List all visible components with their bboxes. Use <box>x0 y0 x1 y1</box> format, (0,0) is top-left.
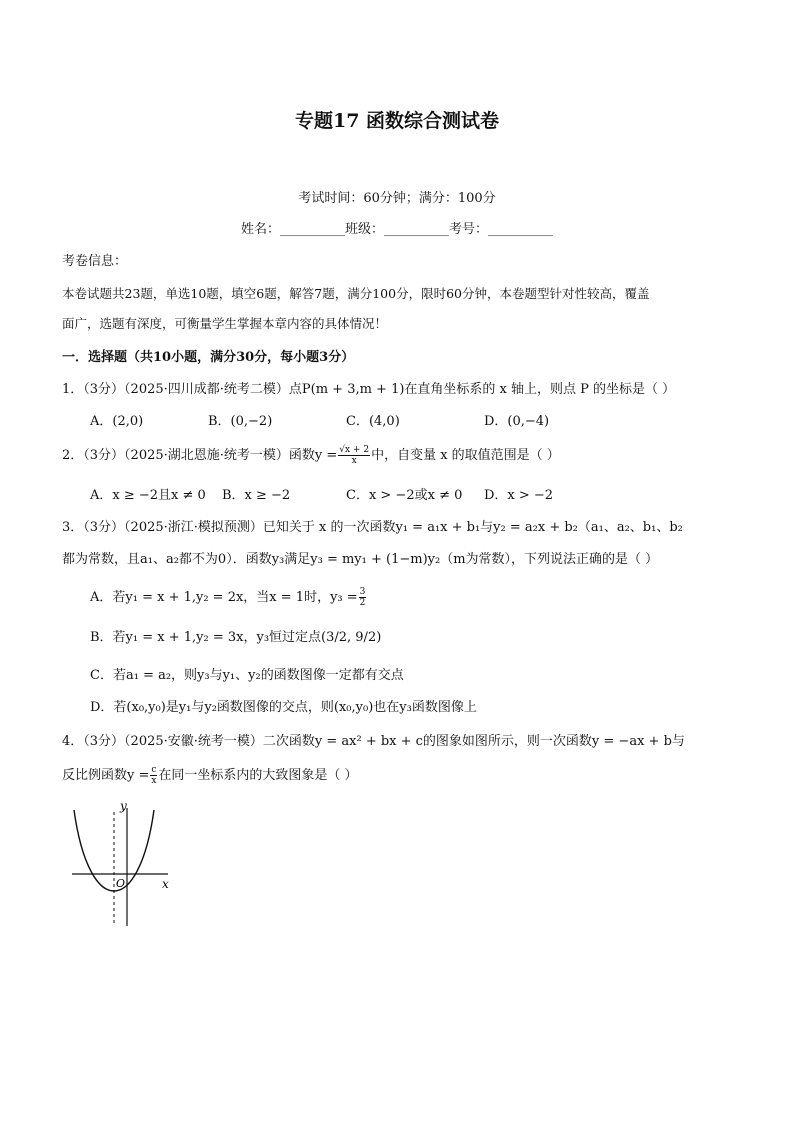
section-heading: 一．选择题（共10小题，满分30分，每小题3分） <box>62 350 355 365</box>
stem-2-start: 反比例函数y = <box>62 768 150 783</box>
info-header: 考卷信息： <box>62 254 128 269</box>
question-3-option-c: C．若a₁ = a₂，则y₃与y₁、y₂的函数图像一定都有交点 <box>90 668 404 683</box>
fraction-denominator: x <box>151 776 157 786</box>
question-2-option-d: D．x > −2 <box>484 488 554 503</box>
question-3-option-b <box>90 626 381 645</box>
option-b-point: (3/2, 9/2) <box>321 630 382 645</box>
parabola-graph <box>64 798 184 932</box>
question-1-option-a: A．(2,0) <box>90 414 144 429</box>
question-3-option-d: D．若(x₀,y₀)是y₁与y₂函数图像的交点，则(x₀,y₀)也在y₃函数图像上 <box>90 700 477 715</box>
fraction-denominator: 2 <box>359 598 366 608</box>
page-title: 专题17 函数综合测试卷 <box>294 110 500 132</box>
option-a-fraction <box>359 587 367 608</box>
question-1-option-d: D．(0,−4) <box>484 414 550 429</box>
stem-2-end: 在同一坐标系内的大致图象是（ ） <box>158 768 358 783</box>
info-body-line-1: 本卷试题共23题，单选10题，填空6题，解答7题，满分100分，限时60分钟，本卷题型针对性较高，覆盖 <box>62 286 650 301</box>
origin-label: O <box>116 877 126 890</box>
question-1-option-c: C．(4,0) <box>346 414 400 429</box>
question-2-option-a: A．x ≥ −2且x ≠ 0 <box>90 488 206 503</box>
question-2-stem <box>62 444 560 466</box>
question-3-stem-line-2: 都为常数，且a₁、a₂都不为0）．函数y₃满足y₃ = my₁ + (1−m)y₂（m为常数），下列说法正确的是（ ） <box>62 552 659 567</box>
fraction-numerator: √x + 2 <box>339 445 370 455</box>
fraction-denominator: x <box>351 456 357 466</box>
question-4-stem-line-2 <box>62 764 358 786</box>
question-3-stem-line-1: 3．（3分）（2025·浙江·模拟预测）已知关于 x 的一次函数y₁ = a₁x + b₁与y₂ = a₂x + b₂（a₁、a₂、b₁、b₂ <box>62 520 683 535</box>
option-a-text: A．若y₁ = x + 1,y₂ = 2x，当x = 1时，y₃ = <box>90 590 358 605</box>
info-body-line-2: 面广，选题有深度，可衡量学生掌握本章内容的具体情况！ <box>62 316 388 331</box>
y-axis-label: y <box>120 799 127 813</box>
question-3-option-a <box>90 586 367 608</box>
fraction-numerator: 3 <box>359 587 366 597</box>
question-2-option-b: B．x ≥ −2 <box>222 488 291 503</box>
question-1-stem: 1．（3分）（2025·四川成都·统考二模）点P(m + 3,m + 1)在直角坐标系的 x 轴上，则点 P 的坐标是（ ） <box>62 382 676 397</box>
option-b-text: B．若y₁ = x + 1,y₂ = 3x，y₃恒过定点 <box>90 630 322 645</box>
question-2-stem-start: 2．（3分）（2025·湖北恩施·统考一模）函数y = <box>62 448 338 463</box>
question-2-option-c: C．x > −2或x ≠ 0 <box>346 488 463 503</box>
question-2-fraction <box>338 445 370 466</box>
student-info-line: 姓名：__________班级：__________考号：__________ <box>240 222 553 237</box>
question-4-stem-line-1: 4．（3分）（2025·安徽·统考一模）二次函数y = ax² + bx + c的图象如图所示，则一次函数y = −ax + b与 <box>62 734 685 749</box>
question-1-option-b: B．(0,−2) <box>208 414 273 429</box>
x-axis-label: x <box>162 877 169 891</box>
question-4-fraction <box>150 765 157 786</box>
exam-time-line: 考试时间：60分钟；满分：100分 <box>298 191 496 206</box>
question-2-stem-end: 中，自变量 x 的取值范围是（ ） <box>371 448 560 463</box>
fraction-numerator: c <box>151 765 157 775</box>
